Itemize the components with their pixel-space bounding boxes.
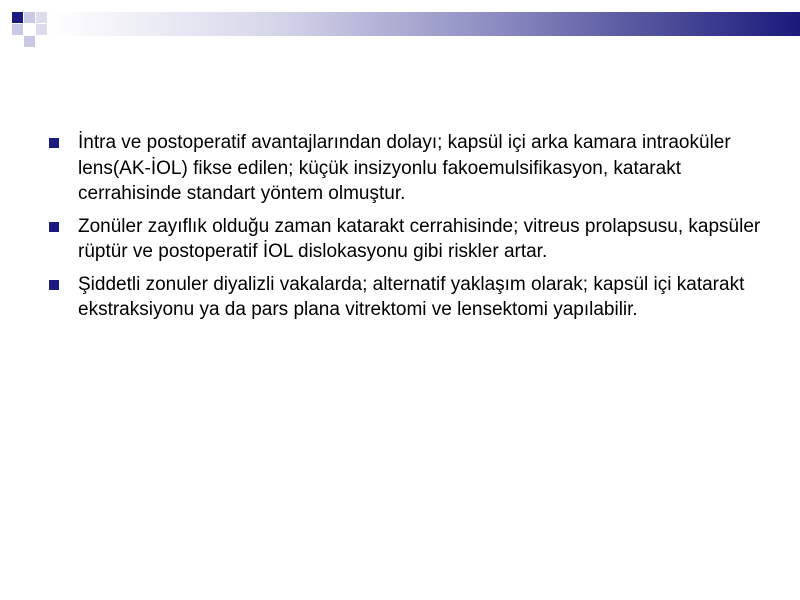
decor-square-icon — [24, 36, 35, 47]
decor-square-icon — [24, 12, 35, 23]
bullet-text: İntra ve postoperatif avantajlarından dolayı; kapsül içi arka kamara intraoküler lens(AK-İOL) fikse edilen; küçük insizyonlu fakoemulsifikasyon, katarakt cerrahisinde standart yöntem olmuştur. — [78, 132, 731, 204]
square-bullet-icon — [49, 222, 59, 232]
bullet-list — [46, 130, 766, 323]
slide-content — [46, 130, 766, 330]
decor-square-icon — [12, 12, 23, 23]
bullet-item — [46, 130, 766, 207]
decor-square-icon — [12, 24, 23, 35]
bullet-item — [46, 272, 766, 323]
square-bullet-icon — [49, 138, 59, 148]
bullet-text: Şiddetli zonuler diyalizli vakalarda; alternatif yaklaşım olarak; kapsül içi katarakt ekstraksiyonu ya da pars plana vitrektomi ve lensektomi yapılabilir. — [78, 273, 745, 320]
bullet-item — [46, 214, 766, 265]
bullet-text: Zonüler zayıflık olduğu zaman katarakt cerrahisinde; vitreus prolapsusu, kapsüler rüptür ve postoperatif İOL dislokasyonu gibi riskler artar. — [78, 215, 761, 262]
decor-square-icon — [36, 12, 47, 23]
decor-square-icon — [36, 24, 47, 35]
header-gradient-band — [50, 12, 800, 36]
square-bullet-icon — [49, 280, 59, 290]
